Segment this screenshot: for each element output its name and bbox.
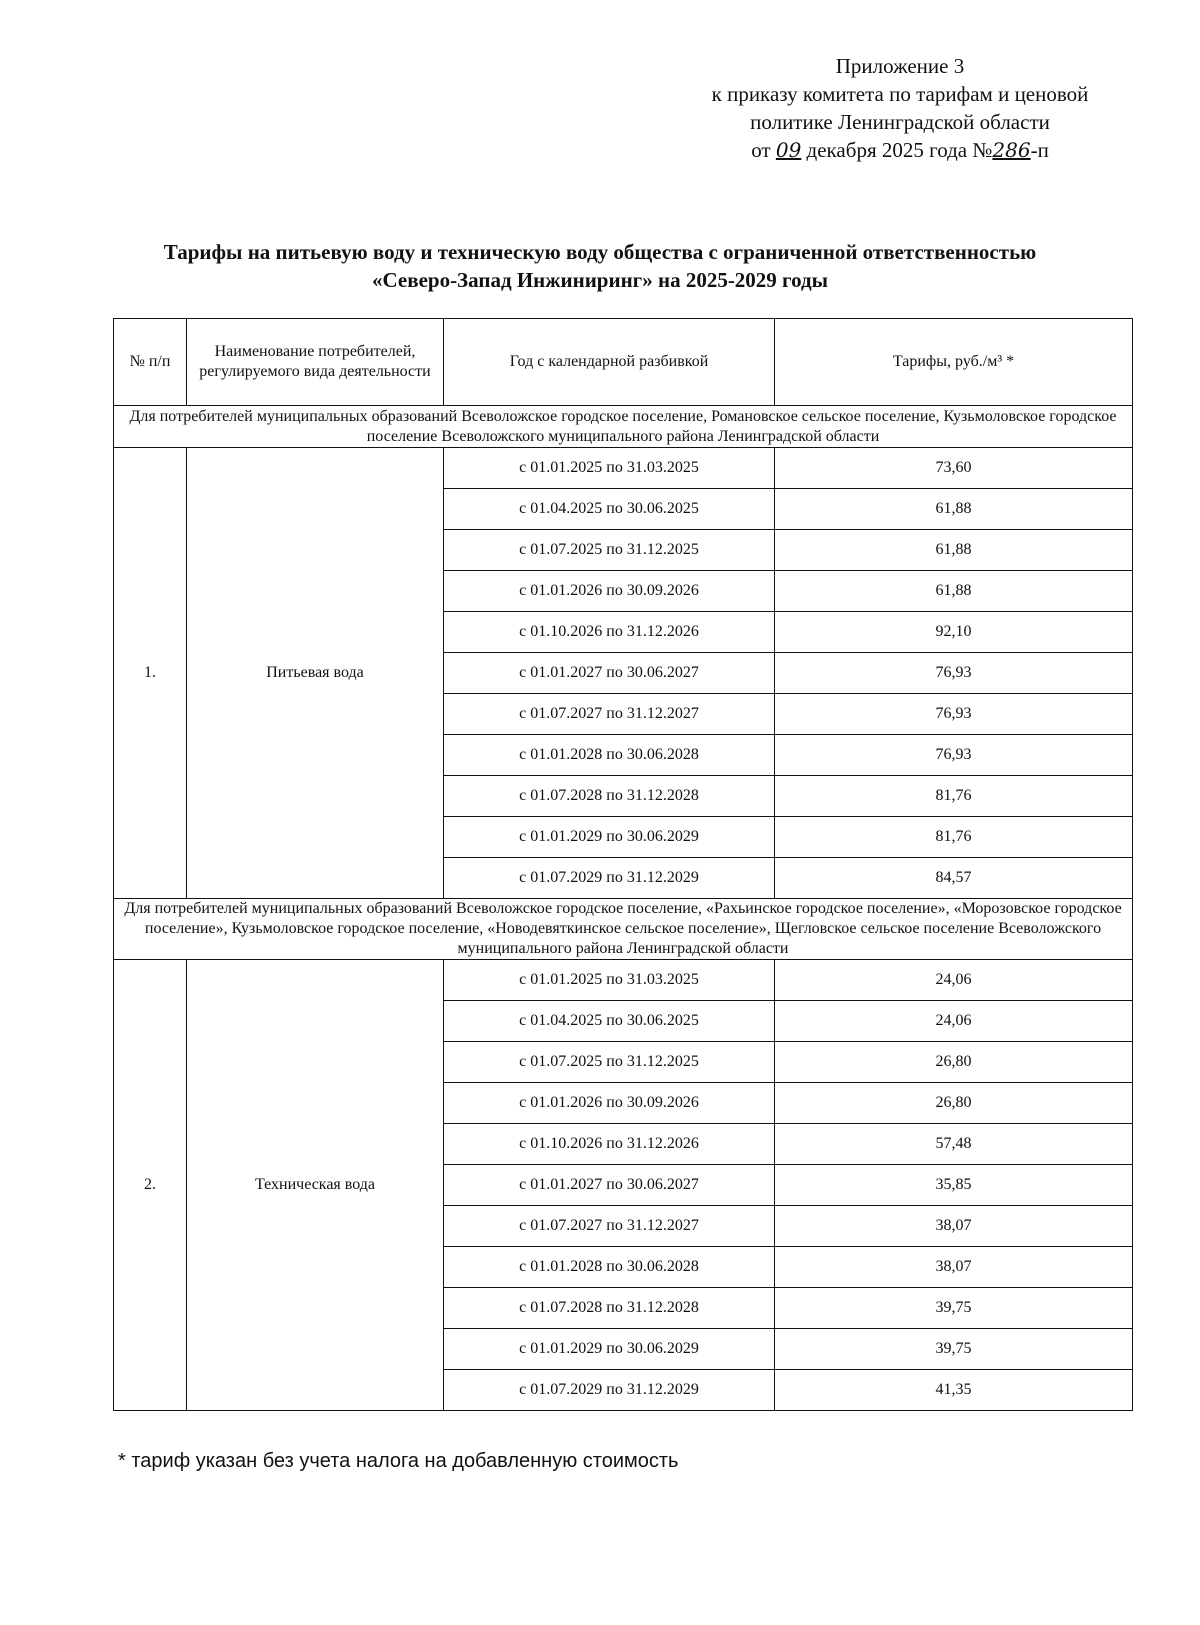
tariff-table-body [114, 406, 1133, 1411]
period-cell: с 01.10.2026 по 31.12.2026 [444, 1124, 775, 1165]
period-cell: с 01.01.2029 по 30.06.2029 [444, 1329, 775, 1370]
period-cell: с 01.01.2025 по 31.03.2025 [444, 448, 775, 489]
footnote: * тариф указан без учета налога на добавленную стоимость [118, 1450, 679, 1472]
table-row [114, 448, 1133, 489]
consumer-name: Техническая вода [187, 960, 444, 1411]
period-cell: с 01.01.2027 по 30.06.2027 [444, 1165, 775, 1206]
group-caption: Для потребителей муниципальных образований Всеволожское городское поселение, Романовское сельское поселение, Кузьмоловское городское поселение Всеволожского муниципального района Ленинградской области [114, 406, 1133, 448]
tariff-cell: 61,88 [775, 571, 1133, 612]
order-number: 286 [992, 138, 1031, 162]
period-cell: с 01.01.2028 по 30.06.2028 [444, 735, 775, 776]
period-cell: с 01.01.2028 по 30.06.2028 [444, 1247, 775, 1288]
document-title [60, 238, 1140, 294]
tariff-cell: 76,93 [775, 653, 1133, 694]
tariff-cell: 41,35 [775, 1370, 1133, 1411]
tariff-cell: 26,80 [775, 1042, 1133, 1083]
tariff-cell: 24,06 [775, 960, 1133, 1001]
tariff-cell: 35,85 [775, 1165, 1133, 1206]
period-cell: с 01.01.2029 по 30.06.2029 [444, 817, 775, 858]
period-cell: с 01.01.2026 по 30.09.2026 [444, 1083, 775, 1124]
appendix-order-line: к приказу комитета по тарифам и ценовой [711, 82, 1089, 106]
tariff-table [113, 318, 1133, 1411]
appendix-header [660, 52, 1140, 164]
period-cell: с 01.07.2028 по 31.12.2028 [444, 1288, 775, 1329]
period-cell: с 01.07.2027 по 31.12.2027 [444, 694, 775, 735]
tariff-cell: 92,10 [775, 612, 1133, 653]
tariff-cell: 84,57 [775, 858, 1133, 899]
tariff-cell: 39,75 [775, 1288, 1133, 1329]
period-cell: с 01.07.2025 по 31.12.2025 [444, 1042, 775, 1083]
period-cell: с 01.01.2026 по 30.09.2026 [444, 571, 775, 612]
row-number: 1. [114, 448, 187, 899]
header-name: Наименование потребителей, регулируемого вида деятельности [187, 319, 444, 406]
table-header-row [114, 319, 1133, 406]
tariff-cell: 24,06 [775, 1001, 1133, 1042]
date-day: 09 [775, 138, 802, 162]
title-line-1: Тарифы на питьевую воду и техническую воду общества с ограниченной ответственностью [163, 240, 1037, 264]
appendix-title: Приложение 3 [835, 54, 965, 78]
appendix-committee-line: политике Ленинградской области [750, 110, 1050, 134]
period-cell: с 01.07.2029 по 31.12.2029 [444, 858, 775, 899]
period-cell: с 01.01.2027 по 30.06.2027 [444, 653, 775, 694]
group-caption-row [114, 899, 1133, 960]
tariff-cell: 38,07 [775, 1206, 1133, 1247]
period-cell: с 01.07.2025 по 31.12.2025 [444, 530, 775, 571]
order-suffix: -п [1030, 138, 1049, 162]
period-cell: с 01.04.2025 по 30.06.2025 [444, 489, 775, 530]
title-line-2: «Северо-Запад Инжиниринг» на 2025-2029 годы [371, 268, 828, 292]
header-tariff: Тарифы, руб./м³ * [775, 319, 1133, 406]
period-cell: с 01.04.2025 по 30.06.2025 [444, 1001, 775, 1042]
period-cell: с 01.01.2025 по 31.03.2025 [444, 960, 775, 1001]
appendix-date-line [660, 136, 1140, 164]
tariff-cell: 73,60 [775, 448, 1133, 489]
period-cell: с 01.07.2027 по 31.12.2027 [444, 1206, 775, 1247]
tariff-cell: 38,07 [775, 1247, 1133, 1288]
period-cell: с 01.07.2029 по 31.12.2029 [444, 1370, 775, 1411]
header-num: № п/п [114, 319, 187, 406]
tariff-cell: 61,88 [775, 489, 1133, 530]
row-number: 2. [114, 960, 187, 1411]
period-cell: с 01.10.2026 по 31.12.2026 [444, 612, 775, 653]
tariff-cell: 81,76 [775, 776, 1133, 817]
tariff-cell: 26,80 [775, 1083, 1133, 1124]
group-caption-row [114, 406, 1133, 448]
date-prefix: от [751, 138, 771, 162]
consumer-name: Питьевая вода [187, 448, 444, 899]
date-rest: декабря 2025 года № [806, 138, 993, 162]
tariff-cell: 76,93 [775, 735, 1133, 776]
tariff-cell: 61,88 [775, 530, 1133, 571]
header-period: Год с календарной разбивкой [444, 319, 775, 406]
table-row [114, 960, 1133, 1001]
period-cell: с 01.07.2028 по 31.12.2028 [444, 776, 775, 817]
tariff-cell: 76,93 [775, 694, 1133, 735]
group-caption: Для потребителей муниципальных образований Всеволожское городское поселение, «Рахьинское городское поселение», «Морозовское городское поселение», Кузьмоловское городское поселение, «Новодевяткинское сельское поселение», Щегловское сельское поселение Всеволожского муниципального района Ленинградской области [114, 899, 1133, 960]
tariff-cell: 57,48 [775, 1124, 1133, 1165]
tariff-cell: 81,76 [775, 817, 1133, 858]
tariff-cell: 39,75 [775, 1329, 1133, 1370]
